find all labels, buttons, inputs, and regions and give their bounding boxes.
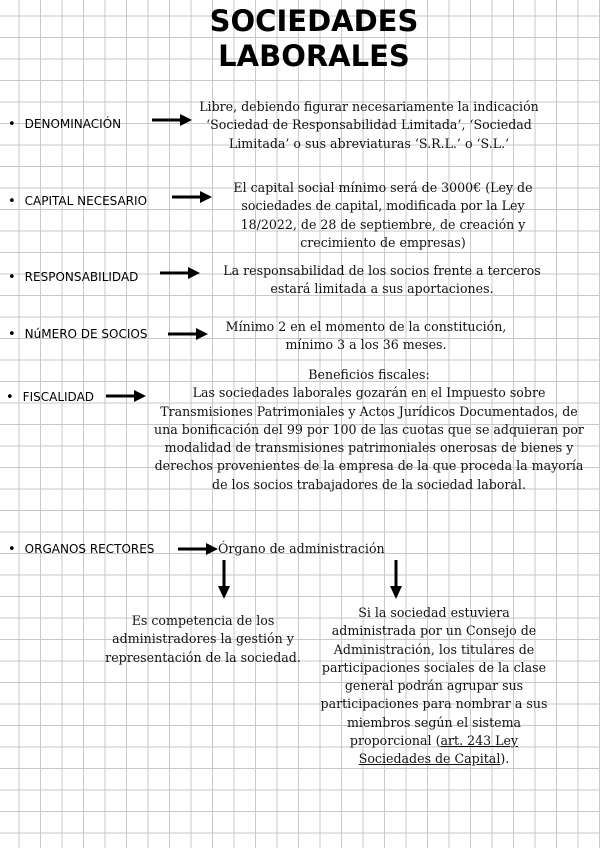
consejo-text: Si la sociedad estuviera administrada por un Consejo de Administración, los titulares de participaciones sociales de la clase general podrán agrupar sus participaciones para nombrar a sus miembros según el sistema proporcional ( (320, 605, 548, 749)
bullet-capital-necesario: • CAPITAL NECESARIO (8, 193, 147, 210)
arrow-right-icon (176, 541, 220, 557)
arrow-down-icon (216, 558, 232, 602)
organo-administracion: Órgano de administración (218, 541, 385, 556)
desc-responsabilidad: La responsabilidad de los socios frente a terceros estará limitada a sus aportaciones. (223, 263, 541, 297)
desc-denominacion: Libre, debiendo figurar necesariamente la indicación ‘Sociedad de Responsabilidad Limitada’, ‘Sociedad Limitada’ o sus abreviaturas ‘S.R.L.’ o ‘S.L.’ (199, 99, 539, 151)
desc-fiscalidad: Las sociedades laborales gozarán en el Impuesto sobre Transmisiones Patrimoniales y Actos Jurídicos Documentados, de una bonificación del 99 por 100 de las cuotas que se adquieran por modalidad de transmisiones patrimoniales onerosas de bienes y derechos provenientes de la empresa de la que proceda la mayoría de los socios trabajadores de la sociedad laboral. (154, 385, 584, 492)
bullet-denominacion: • DENOMINACIÓN (8, 116, 121, 133)
page-title (0, 4, 600, 74)
desc-competencia-administradores: Es competencia de los administradores la gestión y representación de la sociedad. (105, 613, 301, 665)
arrow-right-icon (150, 112, 194, 128)
bullet-numero-socios: • NúMERO DE SOCIOS (8, 326, 147, 343)
bullet-responsabilidad: • RESPONSABILIDAD (8, 269, 138, 286)
arrow-down-icon (388, 558, 404, 602)
fiscalidad-block (152, 366, 586, 494)
desc-numero-socios: Mínimo 2 en el momento de la constitución, mínimo 3 a los 36 meses. (225, 319, 507, 353)
consejo-text-end: ). (500, 751, 510, 767)
fiscalidad-heading: Beneficios fiscales: (308, 367, 430, 382)
bullet-organos-rectores: • ORGANOS RECTORES (8, 541, 154, 558)
arrow-right-icon (158, 265, 202, 281)
desc-consejo-administracion (318, 604, 550, 769)
title-line-2: LABORALES (218, 39, 410, 73)
arrow-right-icon (166, 326, 210, 342)
arrow-right-icon (170, 189, 214, 205)
title-line-1: SOCIEDADES (209, 4, 419, 38)
arrow-right-icon (104, 388, 148, 404)
desc-capital-necesario: El capital social mínimo será de 3000€ (Ley de sociedades de capital, modificada por la Ley 18/2022, de 28 de septiembre, de creación y crecimiento de empresas) (233, 180, 533, 250)
ley-sociedades-link[interactable]: art. 243 Ley Sociedades de Capital (358, 733, 519, 767)
bullet-fiscalidad: • FISCALIDAD (6, 389, 94, 406)
